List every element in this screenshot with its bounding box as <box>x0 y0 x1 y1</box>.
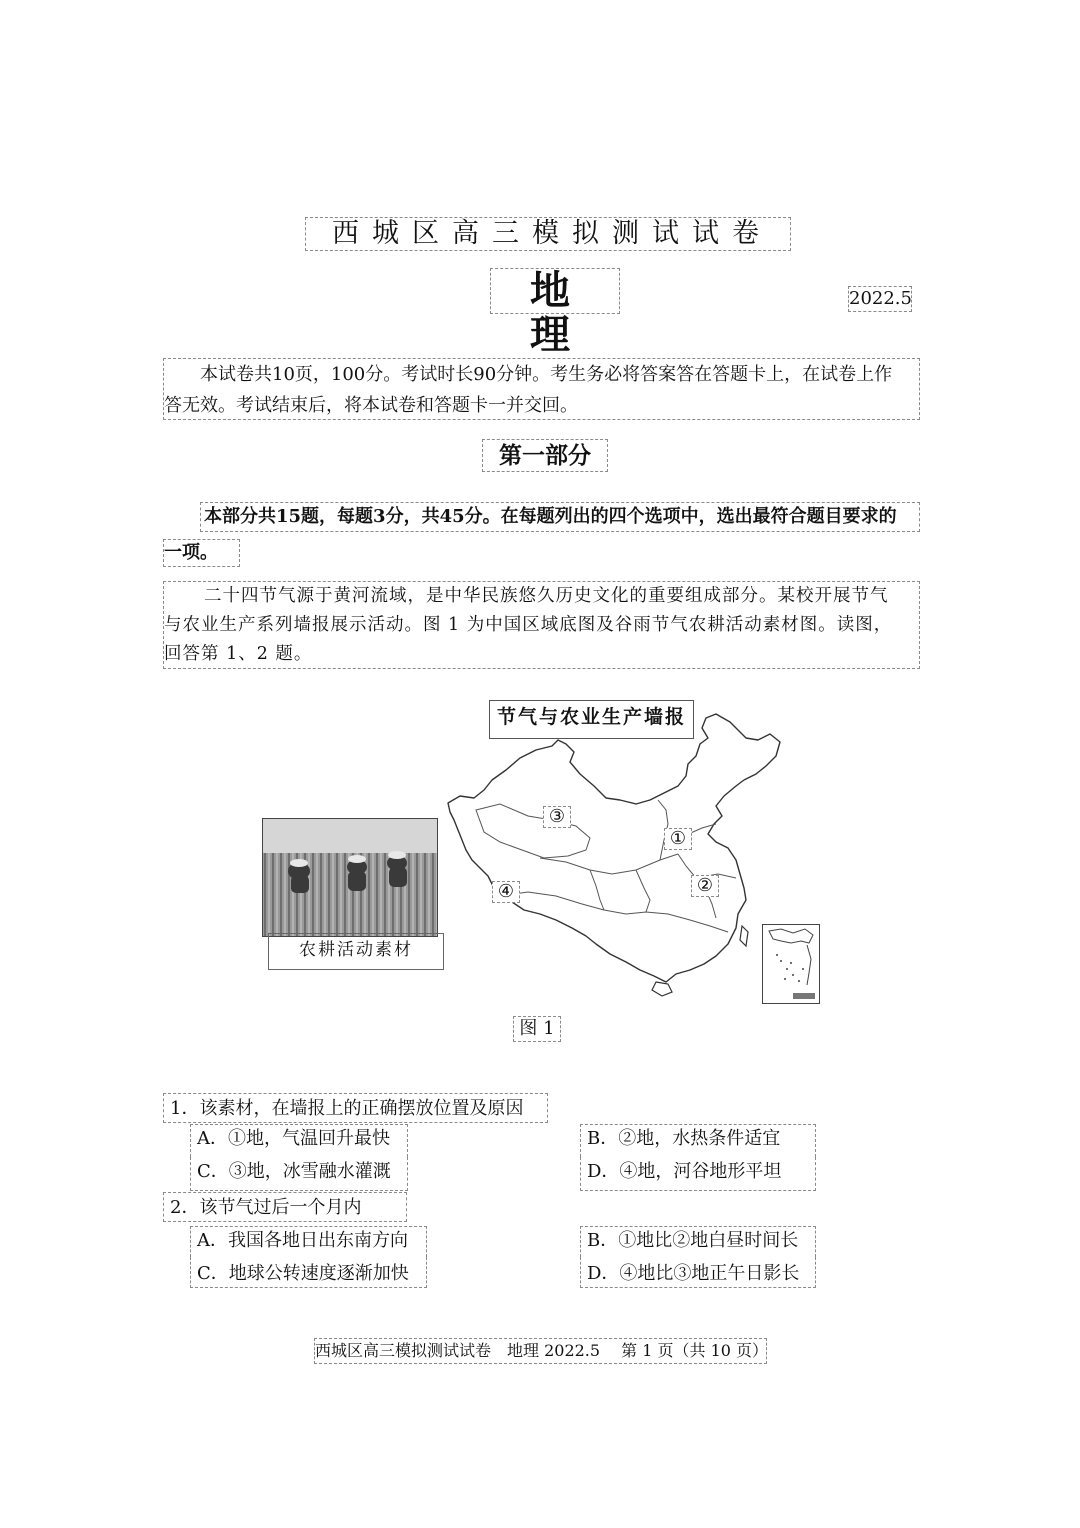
exam-instructions <box>163 358 920 420</box>
passage-line-2: 与农业生产系列墙报展示活动。图 1 为中国区域底图及谷雨节气农耕活动素材图。读图， <box>164 615 893 635</box>
question-1-stem: 1．该素材，在墙报上的正确摆放位置及原因 <box>163 1093 548 1123</box>
map-marker-3: ③ <box>543 806 571 828</box>
exam-series-title: 西城区高三模拟测试试卷 <box>305 217 791 251</box>
subject-title: 地理 <box>490 268 620 314</box>
map-marker-2: ② <box>691 875 719 897</box>
question-2-option-a: A．我国各地日出东南方向 <box>190 1226 427 1257</box>
part-intro-line-2: 一项。 <box>163 539 240 567</box>
farming-photo-image <box>263 819 437 936</box>
passage-line-1: 二十四节气源于黄河流域，是中华民族悠久历史文化的重要组成部分。某校开展节气 <box>204 586 889 606</box>
page-footer: 西城区高三模拟测试试卷 地理 2022.5 第 1 页（共 10 页） <box>314 1338 767 1364</box>
instructions-line-2: 答无效。考试结束后，将本试卷和答题卡一并交回。 <box>164 395 578 416</box>
question-2-stem: 2．该节气过后一个月内 <box>163 1192 407 1222</box>
south-china-sea-inset-map <box>762 924 820 1004</box>
china-border <box>448 714 780 982</box>
question-1-option-a: A．①地，气温回升最快 <box>190 1124 408 1157</box>
taiwan-island <box>740 926 748 946</box>
question-2-option-b: B．①地比②地白昼时间长 <box>580 1226 816 1257</box>
photo-caption: 农耕活动素材 <box>268 933 444 970</box>
question-1-option-c: C．③地，冰雪融水灌溉 <box>190 1157 408 1191</box>
question-2-option-d: D．④地比③地正午日影长 <box>580 1257 816 1288</box>
farming-photo <box>262 818 438 937</box>
part-heading: 第一部分 <box>482 439 608 472</box>
map-marker-4: ④ <box>492 881 520 903</box>
instructions-line-1: 本试卷共10页，100分。考试时长90分钟。考生务必将答案答在答题卡上，在试卷上作 <box>200 364 893 385</box>
hainan-island <box>652 982 672 996</box>
poster-title: 节气与农业生产墙报 <box>489 700 694 739</box>
question-2-option-c: C．地球公转速度逐渐加快 <box>190 1257 427 1288</box>
question-1-option-d: D．④地，河谷地形平坦 <box>580 1157 816 1191</box>
passage-line-3: 回答第 1、2 题。 <box>164 644 313 664</box>
map-marker-1: ① <box>664 828 692 850</box>
reading-passage <box>163 581 920 669</box>
figure-caption: 图 1 <box>513 1016 561 1042</box>
question-1-option-b: B．②地，水热条件适宜 <box>580 1124 816 1157</box>
inset-map-drawing <box>763 925 817 1001</box>
part-intro-line-1: 本部分共15题，每题3分，共45分。在每题列出的四个选项中，选出最符合题目要求的 <box>200 502 920 532</box>
exam-date: 2022.5 <box>848 286 912 312</box>
